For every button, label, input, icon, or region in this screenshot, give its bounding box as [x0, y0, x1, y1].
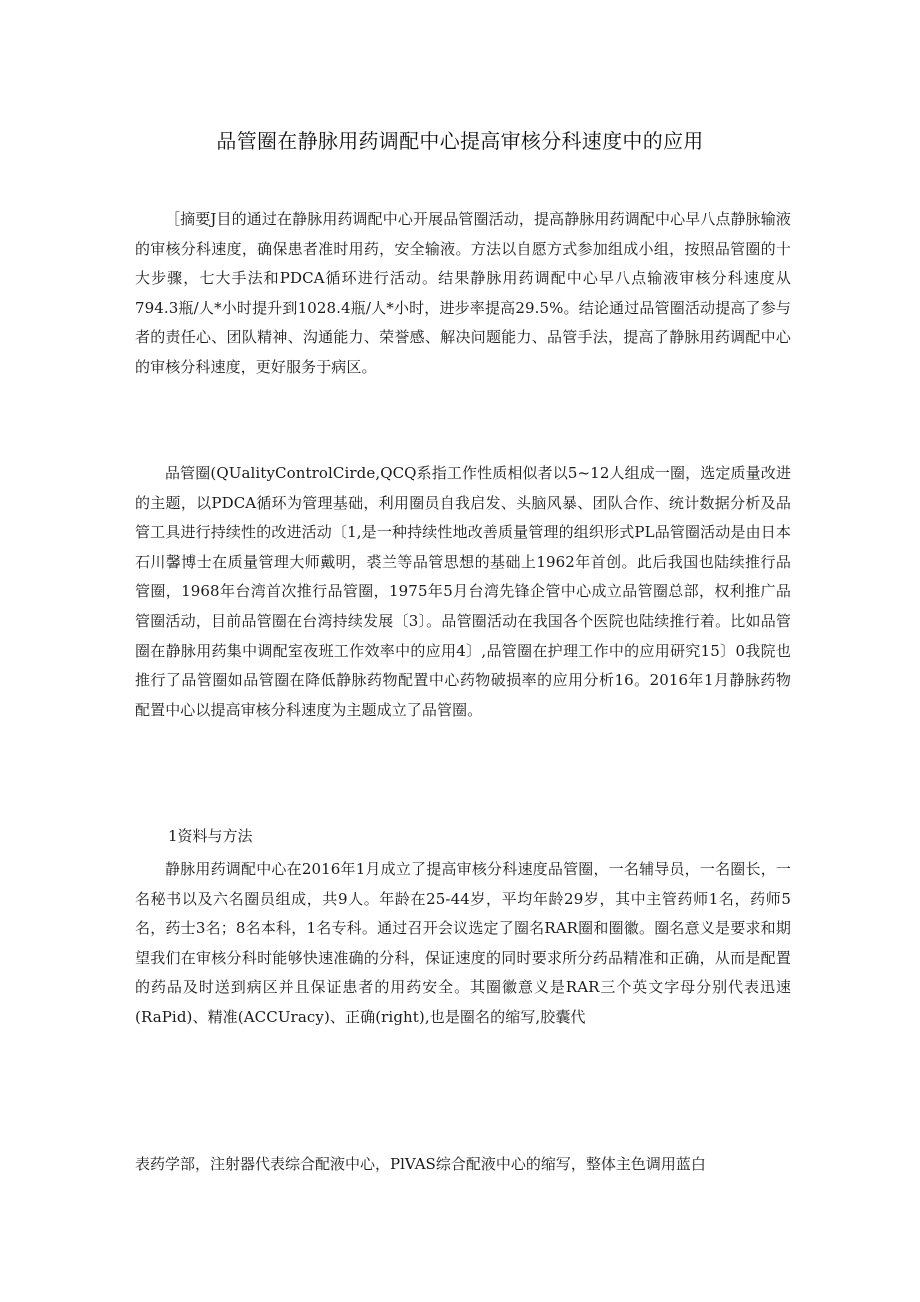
intro-paragraph: [135, 459, 791, 725]
abstract-text: ［摘要J目的通过在静脉用药调配中心开展品管圈活动，提高静脉用药调配中心早八点静脉输液的审核分科速度，确保患者准时用药，安全输液。方法以自愿方式参加组成小组，按照品管圈的十大步骤，七大手法和PDCA循环进行活动。结果静脉用药调配中心早八点输液审核分科速度从794.3瓶/人*小时提升到1028.4瓶/人*小时，进步率提高29.5%。结论通过品管圈活动提高了参与者的责任心、团队精神、沟通能力、荣誉感、解决问题能力、品管手法，提高了静脉用药调配中心的审核分科速度，更好服务于病区。: [135, 210, 791, 376]
abstract-paragraph: [135, 205, 791, 383]
section-heading: 1资料与方法: [168, 827, 253, 845]
method-paragraph: [135, 855, 791, 1033]
method-text: 静脉用药调配中心在2016年1月成立了提高审核分科速度品管圈，一名辅导员，一名圈长，一名秘书以及六名圈员组成，共9人。年龄在25-44岁，平均年龄29岁，其中主管药师1名，药师5名，药士3名；8名本科，1名专科。通过召开会议选定了圈名RAR圈和圈徽。圈名意义是要求和期望我们在审核分科时能够快速准确的分科，保证速度的同时要求所分药品精准和正确，从而是配置的药品及时送到病区并且保证患者的用药安全。其圈徽意义是RAR三个英文字母分别代表迅速(RaPid)、精准(ACCUracy)、正确(right),也是圈名的缩写,胶囊代: [135, 860, 791, 1026]
page-title: 品管圈在静脉用药调配中心提高审核分科速度中的应用: [216, 129, 704, 153]
continuation-line: 表药学部，注射器代表综合配液中心，PlVAS综合配液中心的缩写，整体主色调用蓝白: [135, 1155, 706, 1173]
intro-text: 品管圈(QUalityControlCirde,QCQ系指工作性质相似者以5~12人组成一圈，选定质量改进的主题，以PDCA循环为管理基础，利用圈员自我启发、头脑风暴、团队合作、统计数据分析及品管工具进行持续性的改进活动〔1,是一种持续性地改善质量管理的组织形式PL品管圈活动是由日本石川馨博士在质量管理大师戴明，裘兰等品管思想的基础上1962年首创。此后我国也陆续推行品管圈，1968年台湾首次推行品管圈，1975年5月台湾先锋企管中心成立品管圈总部，权利推广品管圈活动，目前品管圈在台湾持续发展〔3〕。品管圈活动在我国各个医院也陆续推行着。比如品管圈在静脉用药集中调配室夜班工作效率中的应用4〕,品管圈在护理工作中的应用研究15〕0我院也推行了品管圈如品管圈在降低静脉药物配置中心药物破损率的应用分析16。2016年1月静脉药物配置中心以提高审核分科速度为主题成立了品管圈。: [135, 464, 791, 719]
